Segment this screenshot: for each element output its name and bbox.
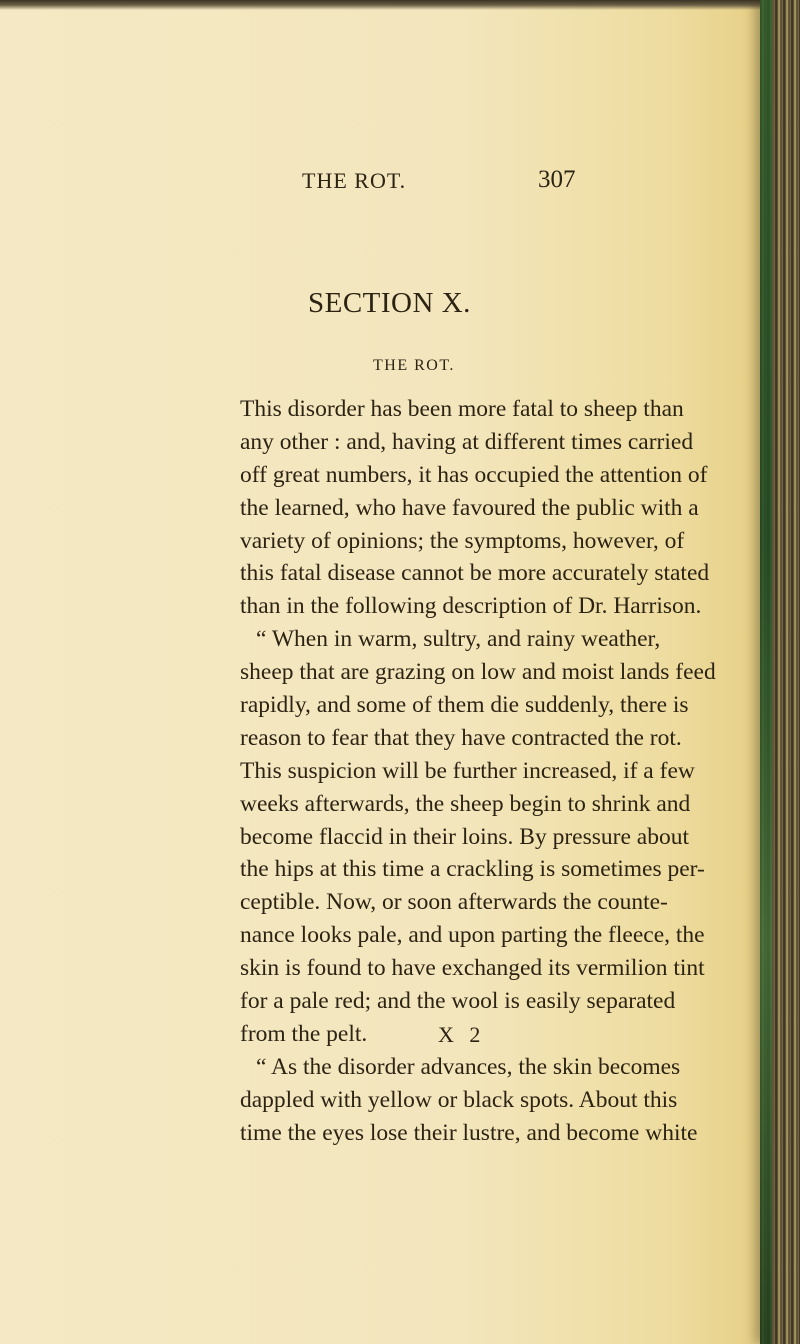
text-line: nance looks pale, and upon parting the fleece, the <box>240 922 705 949</box>
text-line: off great numbers, it has occupied the attention of <box>240 461 708 488</box>
page-number: 307 <box>538 166 576 193</box>
text-line: the learned, who have favoured the public with a <box>240 494 699 521</box>
text-line: for a pale red; and the wool is easily separated <box>240 988 676 1015</box>
running-title: THE ROT. <box>302 168 407 193</box>
section-heading: SECTION X. <box>308 287 471 319</box>
text-line: “ When in warm, sultry, and rainy weather, <box>256 626 661 653</box>
text-line: than in the following description of Dr. Harrison. <box>240 593 702 620</box>
text-line: This suspicion will be further increased, if a few <box>240 757 695 784</box>
text-line: time the eyes lose their lustre, and become white <box>240 1119 698 1146</box>
text-line: reason to fear that they have contracted the rot. <box>240 724 682 751</box>
signature-mark: X 2 <box>438 1022 486 1047</box>
page-top-edge <box>0 0 800 10</box>
book-spine-cloth <box>760 0 772 1344</box>
text-line: variety of opinions; the symptoms, however, of <box>240 527 685 554</box>
text-line: rapidly, and some of them die suddenly, there is <box>240 692 689 719</box>
text-line: This disorder has been more fatal to sheep than <box>240 396 684 422</box>
text-line: weeks afterwards, the sheep begin to shrink and <box>240 790 691 817</box>
section-subheading: THE ROT. <box>373 357 455 374</box>
text-line: ceptible. Now, or soon afterwards the counte- <box>240 889 668 916</box>
text-line: from the pelt. <box>240 1020 368 1047</box>
text-line: skin is found to have exchanged its vermilion tint <box>240 955 705 982</box>
text-line: sheep that are grazing on low and moist lands feed <box>240 659 716 686</box>
text-line: dappled with yellow or black spots. About this <box>240 1086 678 1113</box>
text-line: the hips at this time a crackling is sometimes per- <box>240 856 705 883</box>
text-line: become flaccid in their loins. By pressure about <box>240 823 689 850</box>
body-text <box>240 393 716 1149</box>
text-line: “ As the disorder advances, the skin becomes <box>256 1053 681 1080</box>
text-line: this fatal disease cannot be more accurately stated <box>240 560 710 587</box>
text-line: any other : and, having at different times carried <box>240 428 694 455</box>
